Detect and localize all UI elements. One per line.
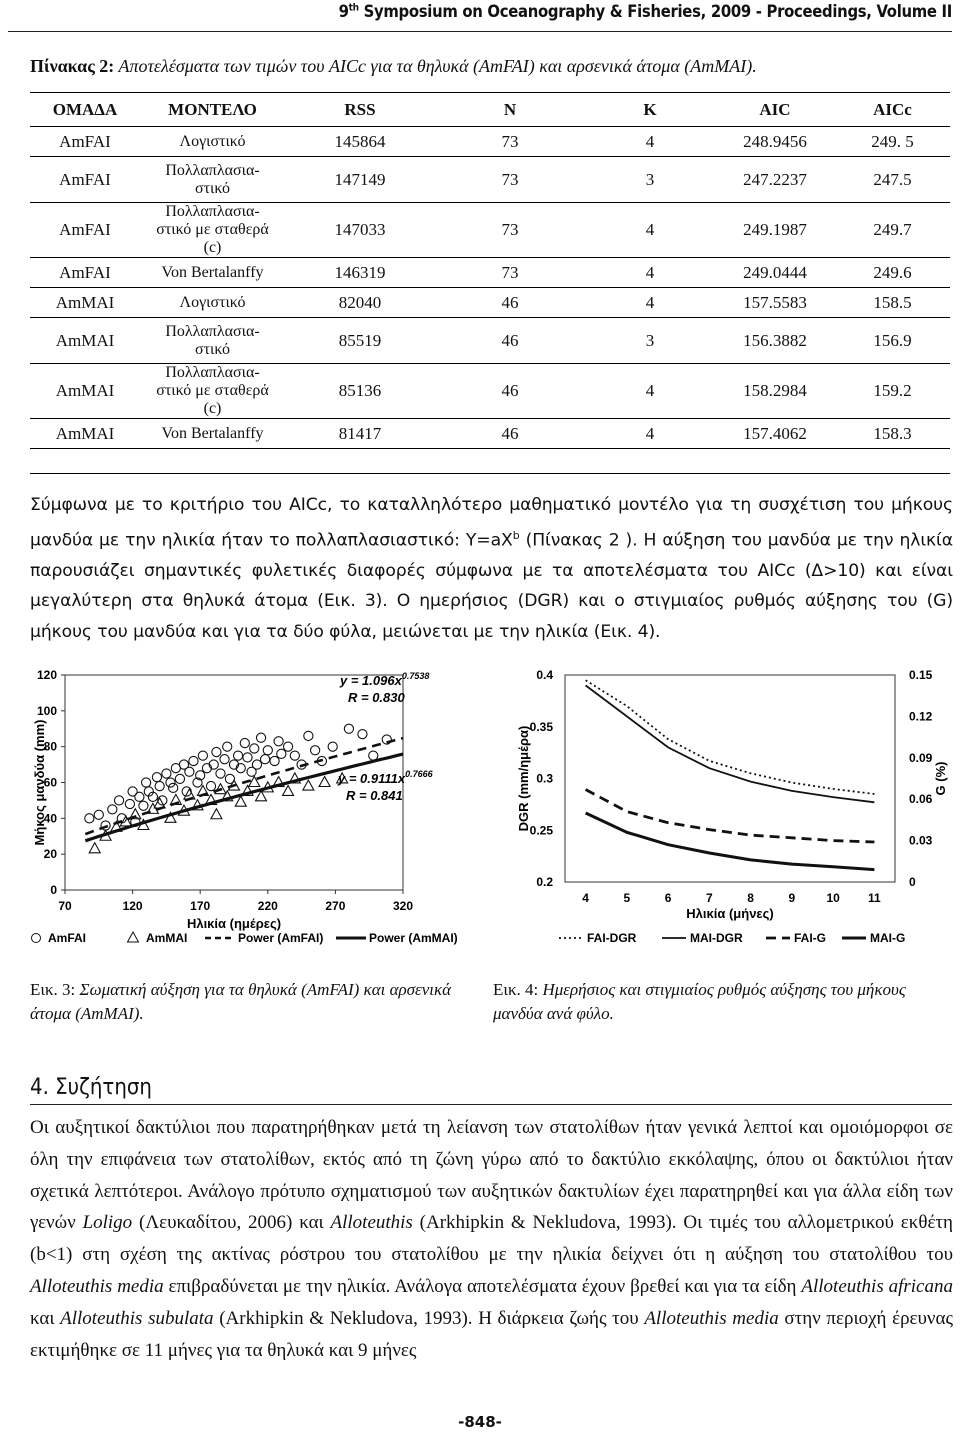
y-tick-label: 0.4 bbox=[536, 668, 553, 682]
discussion-text: και bbox=[30, 1307, 61, 1329]
table-cell-group: AmMAI bbox=[30, 364, 140, 419]
regression-r: R = 0.830 bbox=[348, 690, 405, 705]
table-cell-rss: 146319 bbox=[285, 258, 435, 288]
discussion-text: στην περιοχή έρευνας εκτιμήθηκε σε 11 μήνες για τα θηλυκά και 9 μήνες bbox=[30, 1307, 954, 1361]
amfai-point bbox=[152, 773, 161, 782]
table-cell-aicc: 249.7 bbox=[835, 203, 950, 258]
table-cell-k: 4 bbox=[585, 203, 715, 258]
ammai-point bbox=[319, 777, 330, 787]
table-cell-n: 73 bbox=[435, 203, 585, 258]
results-paragraph bbox=[30, 490, 953, 647]
table-cell-model: Πολλαπλασια- στικό bbox=[140, 157, 285, 203]
species-name: Alloteuthis subulata bbox=[60, 1307, 214, 1329]
y-right-tick-label: 0.15 bbox=[909, 668, 933, 682]
x-tick-label: 320 bbox=[392, 899, 414, 913]
species-name: Alloteuthis bbox=[330, 1212, 413, 1234]
table-caption-text: Αποτελέσματα των τιμών του AICc για τα θηλυκά (AmFAI) και αρσενικά άτομα (AmMAI). bbox=[114, 56, 757, 76]
table-cell-aicc: 249. 5 bbox=[835, 127, 950, 157]
table-cell-rss: 82040 bbox=[285, 288, 435, 318]
amfai-point bbox=[233, 751, 242, 760]
amfai-point bbox=[344, 724, 353, 733]
amfai-point bbox=[311, 746, 320, 755]
legend-label: MAI-DGR bbox=[690, 931, 743, 945]
table-cell-group: AmMAI bbox=[30, 288, 140, 318]
y-right-tick-label: 0.06 bbox=[909, 792, 933, 807]
discussion-text: (Λευκαδίτου, 2006) και bbox=[132, 1212, 331, 1234]
figure-4-label: Εικ. 4: bbox=[493, 980, 539, 999]
equation-exponent: 0.7538 bbox=[401, 671, 430, 681]
y-right-tick-label: 0 bbox=[909, 875, 916, 889]
amfai-point bbox=[85, 814, 94, 823]
table-row bbox=[30, 288, 950, 318]
y-tick-label: 120 bbox=[36, 668, 57, 682]
table-row bbox=[30, 157, 950, 203]
table-row bbox=[30, 318, 950, 364]
section-heading: 4. Συζήτηση bbox=[30, 1075, 152, 1100]
ammai-point bbox=[211, 809, 222, 819]
amfai-point bbox=[114, 796, 123, 805]
amfai-point bbox=[125, 799, 134, 808]
y-tick-label: 100 bbox=[36, 703, 57, 718]
amfai-point bbox=[252, 760, 261, 769]
table-cell-rss: 145864 bbox=[285, 127, 435, 157]
results-text-part2: (Πίνακας 2 ). Η αύξηση του μανδύα με την ηλικία παρουσιάζει σημαντικές φυλετικές διαφορές σύμφωνα με τα αποτελέσματα του AICc (Δ>10) και είναι μεγαλύτερη στα θηλυκά άτομα (Εικ. 3). Ο ημερήσιος (DGR) και ο στιγμιαίος ρυθμός αύξησης του (G) μήκους του μανδύα και για τα δύο φύλα, μειώνεται με την ηλικία (Εικ. 4). bbox=[30, 530, 954, 642]
x-tick-label: 10 bbox=[826, 891, 840, 905]
section-rule bbox=[30, 1104, 952, 1105]
table-cell-aic: 157.4062 bbox=[715, 419, 835, 449]
table-cell-aic: 247.2237 bbox=[715, 157, 835, 203]
amfai-point bbox=[220, 755, 229, 764]
equation-text: y = 1.096x bbox=[340, 673, 402, 688]
table-cell-k: 4 bbox=[585, 419, 715, 449]
table-empty-cell bbox=[585, 449, 715, 474]
equation-exponent: 0.7666 bbox=[405, 769, 433, 779]
table-empty-cell bbox=[435, 449, 585, 474]
x-tick-label: 120 bbox=[122, 899, 143, 913]
running-header bbox=[339, 2, 952, 21]
y-tick-label: 0.2 bbox=[536, 875, 553, 889]
legend-label: Power (AmMAI) bbox=[369, 931, 458, 945]
table-cell-aic: 248.9456 bbox=[715, 127, 835, 157]
y-right-axis-label: G (%) bbox=[933, 761, 948, 796]
discussion-text: (Arkhipkin & Nekludova, 1993). Οι τιμές του αλλομετρικού εκθέτη (b<1) στη σχέση της ακτίνας ρόστρου του στατολίθου με την ηλικία δείχνει ότι η αύξηση του στατολίθου του bbox=[30, 1212, 953, 1266]
table-cell-n: 46 bbox=[435, 318, 585, 364]
y-axis-label: Μήκος μανδύα (mm) bbox=[32, 719, 47, 846]
header-cell: N bbox=[435, 93, 585, 127]
amfai-point bbox=[256, 733, 265, 742]
amfai-point bbox=[139, 801, 148, 810]
y-tick-label: 80 bbox=[43, 739, 57, 754]
amfai-point bbox=[277, 749, 286, 758]
discussion-paragraph bbox=[30, 1112, 953, 1366]
table-cell-group: AmFAI bbox=[30, 203, 140, 258]
table-cell-aicc: 158.3 bbox=[835, 419, 950, 449]
y-axis-label: DGR (mm/ημέρα) bbox=[516, 725, 531, 832]
amfai-point bbox=[223, 742, 232, 751]
amfai-point bbox=[283, 742, 292, 751]
header-ordinal-suffix: th bbox=[348, 2, 359, 14]
results-superscript: b bbox=[512, 528, 520, 542]
amfai-point bbox=[250, 744, 259, 753]
species-name: Loligo bbox=[82, 1212, 133, 1234]
table-caption-label: Πίνακας 2: bbox=[30, 56, 115, 76]
amfai-point bbox=[142, 778, 151, 787]
amfai-point bbox=[166, 778, 175, 787]
table-cell-model: Von Bertalanffy bbox=[140, 419, 285, 449]
amfai-point bbox=[263, 746, 272, 755]
legend-label: Power (AmFAI) bbox=[238, 931, 324, 945]
table-cell-aicc: 159.2 bbox=[835, 364, 950, 419]
ammai-point bbox=[89, 843, 100, 853]
species-name: Alloteuthis media bbox=[644, 1307, 779, 1329]
discussion-text: (Arkhipkin & Nekludova, 1993). Η διάρκεια ζωής του bbox=[213, 1307, 645, 1329]
table-cell-aic: 157.5583 bbox=[715, 288, 835, 318]
amfai-point bbox=[212, 747, 221, 756]
amfai-point bbox=[206, 781, 215, 790]
x-tick-label: 70 bbox=[58, 899, 72, 913]
table-cell-group: AmFAI bbox=[30, 127, 140, 157]
growth-scatter-chart bbox=[0, 660, 480, 960]
amfai-point bbox=[135, 792, 144, 801]
header-cell: K bbox=[585, 93, 715, 127]
amfai-point bbox=[94, 810, 103, 819]
y-tick-label: 60 bbox=[43, 775, 57, 790]
table-cell-aic: 249.0444 bbox=[715, 258, 835, 288]
table-cell-aic: 249.1987 bbox=[715, 203, 835, 258]
table-cell-aicc: 156.9 bbox=[835, 318, 950, 364]
header-ordinal: 9 bbox=[338, 2, 349, 21]
regression-equation bbox=[339, 671, 429, 688]
table-cell-k: 3 bbox=[585, 318, 715, 364]
y-tick-label: 0.35 bbox=[529, 719, 553, 734]
legend-label: AmMAI bbox=[146, 931, 188, 945]
fig3-axes bbox=[32, 675, 404, 943]
species-name: Alloteuthis media bbox=[30, 1275, 164, 1297]
table-cell-k: 3 bbox=[585, 157, 715, 203]
table-blank-row bbox=[30, 449, 950, 474]
y-right-tick-label: 0.12 bbox=[909, 709, 933, 724]
table-cell-n: 73 bbox=[435, 258, 585, 288]
amfai-point bbox=[274, 737, 283, 746]
table-empty-cell bbox=[285, 449, 435, 474]
legend-label: FAI-G bbox=[794, 931, 826, 945]
y-tick-label: 0.3 bbox=[536, 771, 553, 786]
legend-label: MAI-G bbox=[870, 931, 906, 945]
table-cell-rss: 81417 bbox=[285, 419, 435, 449]
table-cell-group: AmFAI bbox=[30, 157, 140, 203]
legend-ammai-marker bbox=[128, 932, 139, 942]
header-text: Symposium on Oceanography & Fisheries, 2009 - Proceedings, Volume II bbox=[358, 2, 952, 21]
fig4-text bbox=[516, 668, 948, 945]
table-empty-cell bbox=[715, 449, 835, 474]
amfai-point bbox=[108, 805, 117, 814]
amfai-point bbox=[175, 774, 184, 783]
table-cell-n: 73 bbox=[435, 127, 585, 157]
header-cell: RSS bbox=[285, 93, 435, 127]
power-amfai-line bbox=[85, 738, 403, 834]
header-cell: ΜΟΝΤΕΛΟ bbox=[140, 93, 285, 127]
table-cell-rss: 85136 bbox=[285, 364, 435, 419]
series-line-fai-dgr bbox=[586, 680, 875, 794]
y-tick-label: 0 bbox=[50, 883, 57, 897]
table-cell-aicc: 249.6 bbox=[835, 258, 950, 288]
table-cell-model: Πολλαπλασια- στικό με σταθερά (c) bbox=[140, 203, 285, 258]
table-row bbox=[30, 258, 950, 288]
header-rule bbox=[8, 31, 952, 32]
x-tick-label: 6 bbox=[664, 891, 672, 905]
table-empty-cell bbox=[835, 449, 950, 474]
figure-3-label: Εικ. 3: bbox=[30, 980, 76, 999]
table-cell-group: AmMAI bbox=[30, 419, 140, 449]
table-cell-rss: 85519 bbox=[285, 318, 435, 364]
x-tick-label: 11 bbox=[868, 891, 881, 905]
x-tick-label: 4 bbox=[582, 891, 589, 905]
x-tick-label: 8 bbox=[747, 891, 754, 905]
amfai-point bbox=[189, 756, 198, 765]
discussion-text: επιβραδύνεται με την ηλικία. Ανάλογα αποτελέσματα έχουν βρεθεί και για τα είδη bbox=[163, 1275, 802, 1297]
ammai-point bbox=[303, 780, 314, 790]
x-tick-label: 220 bbox=[257, 899, 278, 913]
y-right-tick-label: 0.09 bbox=[909, 750, 933, 765]
regression-r: R = 0.841 bbox=[346, 788, 403, 803]
table-cell-n: 73 bbox=[435, 157, 585, 203]
amfai-point bbox=[358, 730, 367, 739]
equation-text: y = 0.9111x bbox=[338, 771, 406, 786]
aic-table bbox=[30, 92, 950, 474]
series-line-mai-dgr bbox=[586, 685, 875, 802]
table-row bbox=[30, 419, 950, 449]
amfai-point bbox=[260, 755, 269, 764]
amfai-point bbox=[328, 742, 337, 751]
table-cell-aic: 156.3882 bbox=[715, 318, 835, 364]
table-header-row bbox=[30, 93, 950, 127]
amfai-point bbox=[290, 751, 299, 760]
table-cell-aicc: 158.5 bbox=[835, 288, 950, 318]
table-cell-k: 4 bbox=[585, 127, 715, 157]
table-empty-cell bbox=[30, 449, 140, 474]
table-cell-model: Von Bertalanffy bbox=[140, 258, 285, 288]
table-cell-k: 4 bbox=[585, 258, 715, 288]
x-tick-label: 7 bbox=[706, 891, 713, 905]
amfai-point bbox=[185, 767, 194, 776]
regression-equation bbox=[337, 769, 434, 786]
table-cell-aicc: 247.5 bbox=[835, 157, 950, 203]
table-caption bbox=[30, 56, 757, 77]
amfai-point bbox=[243, 753, 252, 762]
figure-4-text: Ημερήσιος και στιγμιαίος ρυθμός αύξησης του μήκους μανδύα ανά φύλο. bbox=[493, 980, 906, 1023]
amfai-point bbox=[304, 731, 313, 740]
x-tick-label: 270 bbox=[325, 899, 346, 913]
discussion-text: Οι αυξητικοί δακτύλιοι που παρατηρήθηκαν μετά τη λείανση των στατολίθων ήταν γενικά λεπτοί και ομοιόμορφοι σε όλη την επιφάνεια των στατολίθων, εκτός από τη ζώνη γύρω από το δακτύλιο εκκόλαψης, όπου οι δακτύλιοι ήταν σχετικά λεπτότεροι. Ανάλογο πρότυπο σχηματισμού των αυξητικών δακτυλίων έχει παρατηρηθεί και για άλλα είδη των γενών bbox=[30, 1117, 953, 1234]
growth-rate-chart bbox=[490, 660, 960, 960]
x-axis-label: Ηλικία (ημέρες) bbox=[186, 916, 282, 931]
table-cell-n: 46 bbox=[435, 288, 585, 318]
amfai-point bbox=[216, 769, 225, 778]
table-cell-group: AmMAI bbox=[30, 318, 140, 364]
header-cell: AIC bbox=[715, 93, 835, 127]
x-tick-label: 170 bbox=[190, 899, 211, 913]
y-right-tick-label: 0.03 bbox=[909, 833, 933, 848]
results-text-part1: Σύμφωνα με το κριτήριο του AICc, το καταλληλότερο μαθηματικό μοντέλο για τη συσχέτιση του μήκους μανδύα με την ηλικία ήταν το πολλαπλασιαστικό: Y=aX bbox=[30, 495, 953, 551]
figure-4-caption bbox=[493, 978, 953, 1026]
table-cell-model: Λογιστικό bbox=[140, 288, 285, 318]
y-tick-label: 40 bbox=[43, 811, 57, 826]
table-cell-n: 46 bbox=[435, 364, 585, 419]
table-cell-model: Λογιστικό bbox=[140, 127, 285, 157]
amfai-point bbox=[155, 781, 164, 790]
figure-3-text: Σωματική αύξηση για τα θηλυκά (AmFAI) και αρσενικά άτομα (AmMAI). bbox=[30, 980, 452, 1023]
amfai-point bbox=[240, 738, 249, 747]
table-cell-k: 4 bbox=[585, 364, 715, 419]
table-cell-group: AmFAI bbox=[30, 258, 140, 288]
page-number: -848- bbox=[458, 1413, 502, 1431]
amfai-point bbox=[198, 751, 207, 760]
x-tick-label: 5 bbox=[623, 891, 631, 905]
table-cell-rss: 147149 bbox=[285, 157, 435, 203]
table-row bbox=[30, 364, 950, 419]
legend-label: AmFAI bbox=[48, 931, 87, 945]
species-name: Alloteuthis africana bbox=[801, 1275, 953, 1297]
figure-3-caption bbox=[30, 978, 470, 1026]
header-cell: AICc bbox=[835, 93, 950, 127]
y-tick-label: 0.25 bbox=[529, 823, 553, 838]
table-empty-cell bbox=[140, 449, 285, 474]
y-tick-label: 20 bbox=[43, 847, 57, 862]
table-cell-k: 4 bbox=[585, 288, 715, 318]
table-cell-aic: 158.2984 bbox=[715, 364, 835, 419]
x-axis-label: Ηλικία (μήνες) bbox=[686, 906, 774, 921]
header-cell: ΟΜΑΔΑ bbox=[30, 93, 140, 127]
table-row bbox=[30, 203, 950, 258]
amfai-point bbox=[169, 783, 178, 792]
table-cell-model: Πολλαπλασια- στικό με σταθερά (c) bbox=[140, 364, 285, 419]
table-cell-model: Πολλαπλασια- στικό bbox=[140, 318, 285, 364]
legend-label: FAI-DGR bbox=[587, 931, 637, 945]
table-row bbox=[30, 127, 950, 157]
x-tick-label: 9 bbox=[788, 891, 796, 905]
table-body bbox=[30, 127, 950, 474]
table-cell-n: 46 bbox=[435, 419, 585, 449]
fig4-axes bbox=[559, 675, 895, 938]
legend-amfai-marker bbox=[32, 934, 41, 943]
fig4-series-lines bbox=[586, 680, 875, 869]
series-line-mai-g bbox=[586, 813, 875, 870]
amfai-point bbox=[162, 769, 171, 778]
table-cell-rss: 147033 bbox=[285, 203, 435, 258]
amfai-point bbox=[270, 756, 279, 765]
